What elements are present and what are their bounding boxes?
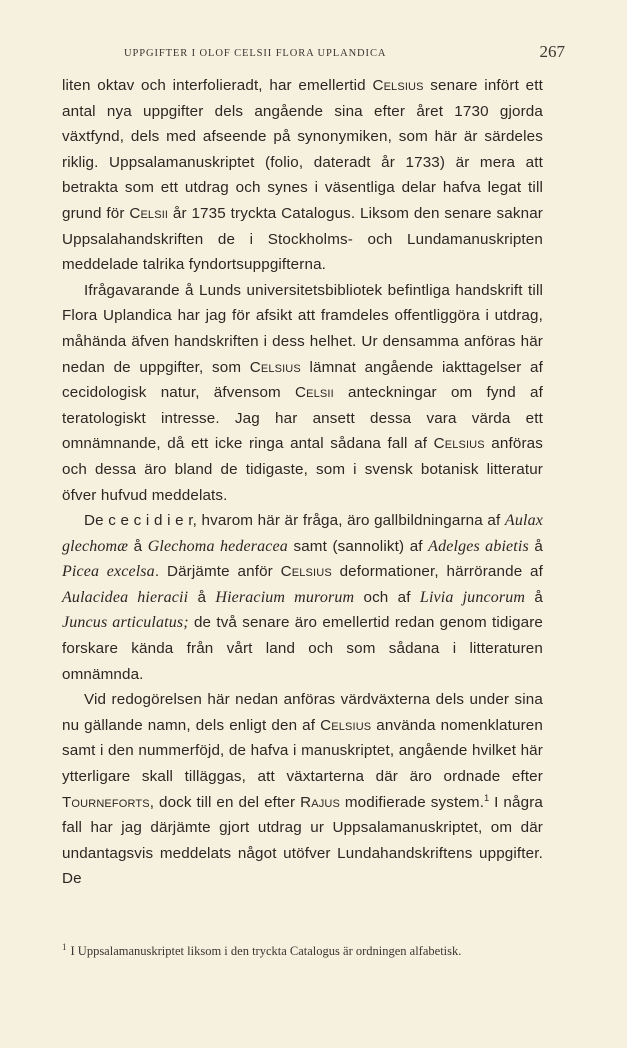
footnote-reference: 1 bbox=[484, 792, 490, 803]
author-name: Celsii bbox=[295, 384, 334, 402]
species-name: Juncus articulatus; bbox=[62, 614, 189, 632]
text-run: samt (sannolikt) af bbox=[287, 537, 429, 555]
paragraph bbox=[62, 687, 543, 892]
author-name: Tourneforts bbox=[62, 793, 150, 811]
footnote-mark: 1 bbox=[62, 942, 67, 952]
species-name: Aulax glechomæ bbox=[62, 512, 543, 555]
page-number: 267 bbox=[539, 42, 565, 61]
text-run: , hvarom här är fråga, äro gallbildningarna af bbox=[192, 512, 505, 530]
running-title: UPPGIFTER I OLOF CELSII FLORA UPLANDICA bbox=[124, 48, 387, 59]
text-run: å bbox=[128, 537, 148, 555]
species-name: Glechoma hederacea bbox=[147, 537, 288, 555]
species-name: Adelges abietis bbox=[428, 537, 529, 555]
paragraph bbox=[62, 73, 543, 278]
text-run: anteckningar om fynd af teratologiskt intresse. Jag har ansett dessa vara värda ett omnämnande, då ett icke ringa antal sådana fall af bbox=[62, 384, 543, 453]
text-run: de två senare äro emellertid redan genom tidigare forskare kända från vårt land och som sådana i litteraturen omnämnda. bbox=[62, 614, 543, 683]
paragraph bbox=[62, 278, 543, 508]
body-text bbox=[62, 73, 543, 892]
author-name: Celsius bbox=[372, 77, 424, 94]
author-name: Celsius bbox=[280, 563, 332, 581]
text-run: , dock till en del efter bbox=[149, 793, 301, 811]
footnote bbox=[62, 938, 543, 961]
text-run: å bbox=[525, 588, 543, 606]
paragraph bbox=[62, 508, 543, 687]
text-run: Ifrågavarande å Lunds universitetsbibliotek befintliga handskrift till Flora Uplandica har jag för afsikt att framdeles offentliggöra i utdrag, måhända äfven handskriften i dess helhet. Ur densamma anföras här nedan de uppgifter, som bbox=[62, 281, 543, 376]
author-name: Celsius bbox=[249, 358, 301, 376]
emphasized-term: c e c i d i e r bbox=[108, 512, 193, 530]
author-name: Rajus bbox=[300, 793, 340, 811]
text-run: modifierade system. bbox=[339, 793, 485, 811]
text-run: å bbox=[528, 537, 543, 555]
author-name: Celsius bbox=[320, 716, 372, 734]
text-run: anföras och dessa äro bland de tidigaste, som i svensk botanisk litteratur öfver hufvud meddelats. bbox=[62, 435, 544, 504]
text-run: Vid redogörelsen här nedan anföras värdväxterna dels under sina nu gällande namn, dels enligt den af bbox=[62, 691, 543, 734]
species-name: Livia juncorum bbox=[419, 588, 526, 606]
author-name: Celsii bbox=[129, 204, 169, 222]
text-run: och af bbox=[354, 588, 420, 606]
text-run: använda nomenklaturen samt i den nummerföjd, de hafva i manuskriptet, angående hvilket här ytterligare skall tilläggas, att växtarterna där äro ordnade efter bbox=[62, 716, 543, 786]
text-run: år 1735 tryckta Catalogus. Liksom den senare saknar Uppsalahandskriften de i Stockholms- och Lundamanuskripten meddelade talrika fyndortsuppgifterna. bbox=[62, 204, 543, 274]
page-header bbox=[62, 42, 565, 66]
text-run: senare infört ett antal nya uppgifter dels angående sina efter året 1730 gjorda växtfynd, dels med afseende på synonymiken, som här är särdeles riklig. Uppsalamanuskriptet (folio, dateradt år 1733) är mera att betrakta som ett utdrag och synes i väsentliga delar hafva legat till grund för bbox=[62, 77, 543, 222]
species-name: Picea excelsa bbox=[62, 563, 155, 581]
author-name: Celsius bbox=[433, 435, 485, 453]
text-run: De bbox=[84, 512, 109, 530]
species-name: Aulacidea hieracii bbox=[62, 588, 189, 606]
text-run: lämnat angående iakttagelser af cecidologisk natur, äfvensom bbox=[62, 358, 544, 402]
text-run: å bbox=[188, 588, 216, 606]
text-run: I några fall har jag därjämte gjort utdrag ur Uppsalamanuskriptet, om där undantagsvis meddelats något utöfver Lundahandskriftens uppgifter. De bbox=[62, 793, 544, 888]
text-run: deformationer, härrörande af bbox=[331, 563, 544, 581]
footnote-text: I Uppsalamanuskriptet liksom i den tryckta Catalogus är ordningen alfabetisk. bbox=[70, 944, 462, 958]
text-run: liten oktav och interfolieradt, har emellertid bbox=[62, 77, 373, 94]
text-run: . Därjämte anför bbox=[154, 563, 281, 581]
species-name: Hieracium murorum bbox=[215, 588, 355, 606]
